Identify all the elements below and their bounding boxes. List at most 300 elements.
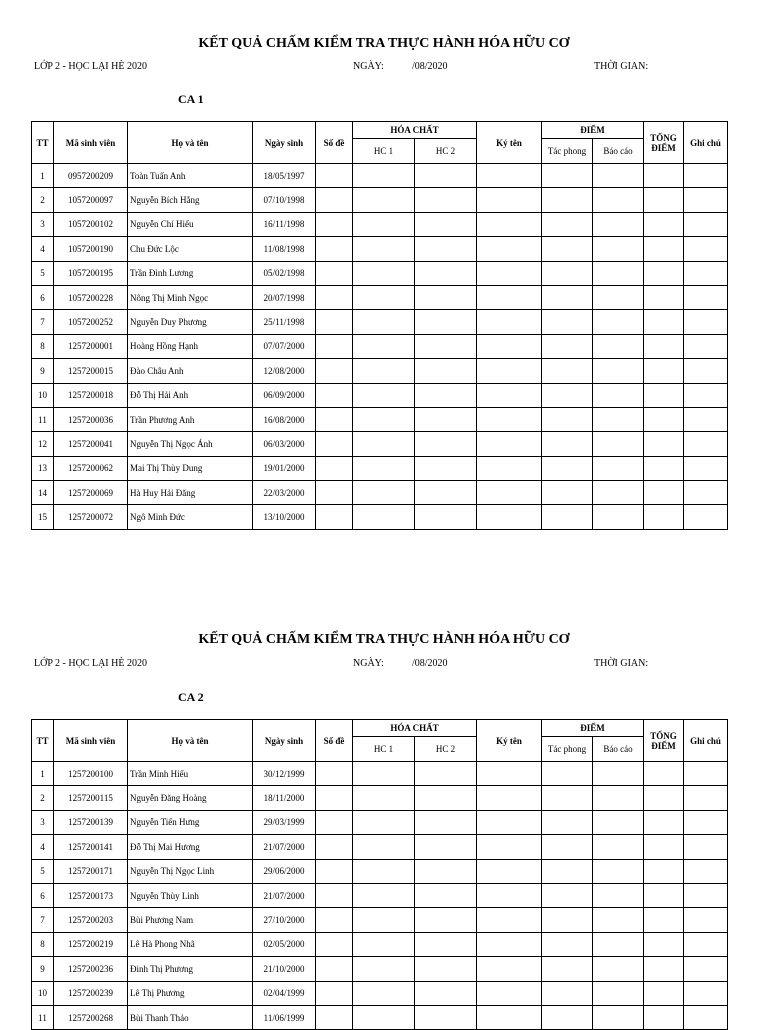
cell-exam-number[interactable] — [316, 1005, 353, 1029]
cell-report[interactable] — [593, 359, 644, 383]
cell-conduct[interactable] — [542, 883, 593, 907]
cell-signature[interactable] — [477, 212, 542, 236]
header-conduct: Tác phong — [542, 737, 593, 762]
cell-hc1[interactable] — [353, 261, 415, 285]
cell-hc2[interactable] — [415, 285, 477, 309]
cell-note[interactable] — [684, 261, 728, 285]
table-row — [32, 285, 728, 309]
cell-hc1[interactable] — [353, 810, 415, 834]
cell-signature[interactable] — [477, 261, 542, 285]
cell-note[interactable] — [684, 957, 728, 981]
cell-hc2[interactable] — [415, 932, 477, 956]
header-total — [644, 720, 684, 762]
cell-conduct[interactable] — [542, 957, 593, 981]
cell-hc1[interactable] — [353, 762, 415, 786]
cell-report[interactable] — [593, 188, 644, 212]
cell-hc2[interactable] — [415, 505, 477, 529]
cell-report[interactable] — [593, 432, 644, 456]
table-row — [32, 359, 728, 383]
cell-exam-number[interactable] — [316, 212, 353, 236]
cell-total[interactable] — [644, 505, 684, 529]
cell-report[interactable] — [593, 932, 644, 956]
cell-total[interactable] — [644, 908, 684, 932]
cell-total[interactable] — [644, 456, 684, 480]
cell-hc1[interactable] — [353, 188, 415, 212]
cell-report[interactable] — [593, 883, 644, 907]
cell-hc1[interactable] — [353, 908, 415, 932]
cell-hc2[interactable] — [415, 310, 477, 334]
cell-conduct[interactable] — [542, 456, 593, 480]
cell-exam-number[interactable] — [316, 908, 353, 932]
cell-total[interactable] — [644, 810, 684, 834]
header-total-line1: TỔNG — [650, 730, 677, 741]
cell-exam-number[interactable] — [316, 481, 353, 505]
cell-hc1[interactable] — [353, 407, 415, 431]
cell-note[interactable] — [684, 383, 728, 407]
cell-hc1[interactable] — [353, 383, 415, 407]
cell-report[interactable] — [593, 164, 644, 188]
cell-note[interactable] — [684, 835, 728, 859]
cell-exam-number[interactable] — [316, 285, 353, 309]
cell-hc1[interactable] — [353, 212, 415, 236]
cell-signature[interactable] — [477, 407, 542, 431]
cell-hc1[interactable] — [353, 883, 415, 907]
cell-total[interactable] — [644, 237, 684, 261]
cell-birth-date: 21/10/2000 — [253, 957, 316, 981]
cell-note[interactable] — [684, 981, 728, 1005]
cell-exam-number[interactable] — [316, 810, 353, 834]
date-label: NGÀY: — [353, 658, 384, 669]
cell-conduct[interactable] — [542, 859, 593, 883]
cell-report[interactable] — [593, 859, 644, 883]
cell-exam-number[interactable] — [316, 188, 353, 212]
cell-report[interactable] — [593, 786, 644, 810]
cell-hc1[interactable] — [353, 932, 415, 956]
cell-signature[interactable] — [477, 835, 542, 859]
cell-note[interactable] — [684, 432, 728, 456]
cell-student-id: 1257200236 — [54, 957, 128, 981]
cell-hc2[interactable] — [415, 883, 477, 907]
cell-exam-number[interactable] — [316, 407, 353, 431]
cell-signature[interactable] — [477, 859, 542, 883]
cell-conduct[interactable] — [542, 359, 593, 383]
cell-tt: 11 — [32, 407, 54, 431]
cell-report[interactable] — [593, 334, 644, 358]
cell-note[interactable] — [684, 334, 728, 358]
cell-full-name: Ngô Minh Đức — [128, 505, 253, 529]
cell-full-name: Nguyễn Bích Hằng — [128, 188, 253, 212]
cell-report[interactable] — [593, 1005, 644, 1029]
cell-hc1[interactable] — [353, 164, 415, 188]
cell-hc1[interactable] — [353, 432, 415, 456]
cell-exam-number[interactable] — [316, 456, 353, 480]
cell-note[interactable] — [684, 310, 728, 334]
cell-total[interactable] — [644, 261, 684, 285]
time-label: THỜI GIAN: — [594, 61, 649, 72]
cell-student-id: 1257200069 — [54, 481, 128, 505]
cell-exam-number[interactable] — [316, 932, 353, 956]
cell-hc1[interactable] — [353, 334, 415, 358]
cell-hc1[interactable] — [353, 285, 415, 309]
cell-report[interactable] — [593, 310, 644, 334]
cell-hc2[interactable] — [415, 957, 477, 981]
cell-student-id: 1257200072 — [54, 505, 128, 529]
header-score: ĐIỂM — [542, 122, 644, 139]
cell-conduct[interactable] — [542, 810, 593, 834]
cell-conduct[interactable] — [542, 237, 593, 261]
cell-hc2[interactable] — [415, 407, 477, 431]
cell-note[interactable] — [684, 883, 728, 907]
cell-exam-number[interactable] — [316, 835, 353, 859]
cell-exam-number[interactable] — [316, 359, 353, 383]
cell-student-id: 1057200228 — [54, 285, 128, 309]
header-chemicals: HÓA CHẤT — [353, 122, 477, 139]
cell-tt: 8 — [32, 334, 54, 358]
header-score: ĐIỂM — [542, 720, 644, 737]
cell-hc2[interactable] — [415, 334, 477, 358]
cell-note[interactable] — [684, 237, 728, 261]
cell-signature[interactable] — [477, 810, 542, 834]
cell-student-id: 1257200173 — [54, 883, 128, 907]
cell-student-id: 1257200062 — [54, 456, 128, 480]
cell-total[interactable] — [644, 407, 684, 431]
cell-note[interactable] — [684, 786, 728, 810]
cell-student-id: 1257200036 — [54, 407, 128, 431]
table-row — [32, 261, 728, 285]
table-row — [32, 981, 728, 1005]
cell-tt: 14 — [32, 481, 54, 505]
cell-report[interactable] — [593, 285, 644, 309]
cell-conduct[interactable] — [542, 432, 593, 456]
cell-exam-number[interactable] — [316, 432, 353, 456]
cell-report[interactable] — [593, 481, 644, 505]
cell-hc1[interactable] — [353, 957, 415, 981]
cell-conduct[interactable] — [542, 762, 593, 786]
cell-total[interactable] — [644, 432, 684, 456]
table-row — [32, 957, 728, 981]
cell-total[interactable] — [644, 383, 684, 407]
cell-report[interactable] — [593, 212, 644, 236]
cell-signature[interactable] — [477, 762, 542, 786]
cell-signature[interactable] — [477, 957, 542, 981]
cell-conduct[interactable] — [542, 481, 593, 505]
cell-hc2[interactable] — [415, 835, 477, 859]
cell-signature[interactable] — [477, 432, 542, 456]
cell-tt: 10 — [32, 981, 54, 1005]
cell-total[interactable] — [644, 359, 684, 383]
header-hc2: HC 2 — [415, 737, 477, 762]
cell-tt: 8 — [32, 932, 54, 956]
cell-conduct[interactable] — [542, 334, 593, 358]
cell-hc2[interactable] — [415, 212, 477, 236]
cell-hc1[interactable] — [353, 505, 415, 529]
cell-student-id: 1057200252 — [54, 310, 128, 334]
cell-total[interactable] — [644, 310, 684, 334]
cell-hc1[interactable] — [353, 481, 415, 505]
cell-total[interactable] — [644, 786, 684, 810]
cell-exam-number[interactable] — [316, 762, 353, 786]
cell-tt: 2 — [32, 786, 54, 810]
cell-student-id: 1057200097 — [54, 188, 128, 212]
table-row — [32, 407, 728, 431]
cell-birth-date: 29/03/1999 — [253, 810, 316, 834]
table-row — [32, 212, 728, 236]
cell-exam-number[interactable] — [316, 505, 353, 529]
cell-full-name: Bùi Phương Nam — [128, 908, 253, 932]
cell-full-name: Chu Đức Lộc — [128, 237, 253, 261]
cell-total[interactable] — [644, 285, 684, 309]
cell-total[interactable] — [644, 762, 684, 786]
cell-student-id: 1257200171 — [54, 859, 128, 883]
header-total-line2: ĐIỂM — [651, 142, 676, 153]
cell-hc2[interactable] — [415, 456, 477, 480]
cell-birth-date: 18/11/2000 — [253, 786, 316, 810]
header-chemicals: HÓA CHẤT — [353, 720, 477, 737]
cell-conduct[interactable] — [542, 908, 593, 932]
cell-conduct[interactable] — [542, 1005, 593, 1029]
cell-hc2[interactable] — [415, 786, 477, 810]
cell-birth-date: 27/10/2000 — [253, 908, 316, 932]
cell-exam-number[interactable] — [316, 883, 353, 907]
cell-birth-date: 12/08/2000 — [253, 359, 316, 383]
cell-note[interactable] — [684, 456, 728, 480]
cell-report[interactable] — [593, 762, 644, 786]
header-note: Ghi chú — [684, 720, 728, 762]
cell-hc2[interactable] — [415, 359, 477, 383]
cell-signature[interactable] — [477, 237, 542, 261]
cell-report[interactable] — [593, 237, 644, 261]
cell-hc2[interactable] — [415, 164, 477, 188]
cell-hc2[interactable] — [415, 432, 477, 456]
cell-birth-date: 16/11/1998 — [253, 212, 316, 236]
cell-tt: 9 — [32, 957, 54, 981]
cell-hc2[interactable] — [415, 261, 477, 285]
cell-note[interactable] — [684, 859, 728, 883]
cell-total[interactable] — [644, 212, 684, 236]
cell-full-name: Nguyễn Thị Ngọc Ánh — [128, 432, 253, 456]
cell-exam-number[interactable] — [316, 786, 353, 810]
cell-full-name: Hà Huy Hải Đăng — [128, 481, 253, 505]
cell-signature[interactable] — [477, 310, 542, 334]
cell-report[interactable] — [593, 908, 644, 932]
table-row — [32, 786, 728, 810]
cell-conduct[interactable] — [542, 932, 593, 956]
cell-total[interactable] — [644, 164, 684, 188]
cell-full-name: Bùi Thanh Thảo — [128, 1005, 253, 1029]
cell-note[interactable] — [684, 1005, 728, 1029]
cell-note[interactable] — [684, 810, 728, 834]
report-title: KẾT QUẢ CHẤM KIỂM TRA THỰC HÀNH HÓA HỮU CƠ — [198, 36, 570, 51]
table-row — [32, 188, 728, 212]
cell-hc1[interactable] — [353, 835, 415, 859]
cell-tt: 13 — [32, 456, 54, 480]
cell-report[interactable] — [593, 957, 644, 981]
cell-birth-date: 16/08/2000 — [253, 407, 316, 431]
cell-hc2[interactable] — [415, 481, 477, 505]
cell-signature[interactable] — [477, 932, 542, 956]
cell-exam-number[interactable] — [316, 334, 353, 358]
cell-conduct[interactable] — [542, 835, 593, 859]
cell-signature[interactable] — [477, 334, 542, 358]
cell-signature[interactable] — [477, 456, 542, 480]
cell-conduct[interactable] — [542, 261, 593, 285]
cell-total[interactable] — [644, 188, 684, 212]
cell-signature[interactable] — [477, 188, 542, 212]
cell-hc2[interactable] — [415, 981, 477, 1005]
cell-signature[interactable] — [477, 285, 542, 309]
cell-total[interactable] — [644, 1005, 684, 1029]
cell-total[interactable] — [644, 932, 684, 956]
header-full-name: Họ và tên — [128, 122, 253, 164]
cell-conduct[interactable] — [542, 407, 593, 431]
cell-full-name: Nguyễn Duy Phương — [128, 310, 253, 334]
cell-exam-number[interactable] — [316, 261, 353, 285]
cell-total[interactable] — [644, 883, 684, 907]
cell-hc1[interactable] — [353, 456, 415, 480]
cell-exam-number[interactable] — [316, 981, 353, 1005]
cell-signature[interactable] — [477, 481, 542, 505]
cell-student-id: 1257200239 — [54, 981, 128, 1005]
cell-note[interactable] — [684, 188, 728, 212]
cell-hc1[interactable] — [353, 786, 415, 810]
cell-signature[interactable] — [477, 981, 542, 1005]
cell-hc2[interactable] — [415, 188, 477, 212]
cell-student-id: 1057200190 — [54, 237, 128, 261]
cell-conduct[interactable] — [542, 383, 593, 407]
cell-report[interactable] — [593, 505, 644, 529]
cell-hc2[interactable] — [415, 810, 477, 834]
header-full-name: Họ và tên — [128, 720, 253, 762]
table-row — [32, 237, 728, 261]
cell-exam-number[interactable] — [316, 237, 353, 261]
cell-note[interactable] — [684, 908, 728, 932]
cell-report[interactable] — [593, 261, 644, 285]
cell-student-id: 1257200041 — [54, 432, 128, 456]
cell-note[interactable] — [684, 164, 728, 188]
cell-total[interactable] — [644, 859, 684, 883]
cell-birth-date: 06/03/2000 — [253, 432, 316, 456]
cell-conduct[interactable] — [542, 285, 593, 309]
cell-full-name: Đinh Thị Phương — [128, 957, 253, 981]
cell-exam-number[interactable] — [316, 859, 353, 883]
cell-birth-date: 07/07/2000 — [253, 334, 316, 358]
cell-hc1[interactable] — [353, 981, 415, 1005]
cell-total[interactable] — [644, 481, 684, 505]
cell-report[interactable] — [593, 383, 644, 407]
cell-note[interactable] — [684, 762, 728, 786]
cell-hc2[interactable] — [415, 383, 477, 407]
table-row — [32, 164, 728, 188]
cell-report[interactable] — [593, 407, 644, 431]
cell-hc1[interactable] — [353, 237, 415, 261]
cell-hc1[interactable] — [353, 1005, 415, 1029]
cell-total[interactable] — [644, 981, 684, 1005]
cell-tt: 2 — [32, 188, 54, 212]
cell-student-id: 1057200195 — [54, 261, 128, 285]
cell-note[interactable] — [684, 481, 728, 505]
cell-report[interactable] — [593, 456, 644, 480]
cell-signature[interactable] — [477, 359, 542, 383]
cell-birth-date: 02/04/1999 — [253, 981, 316, 1005]
cell-note[interactable] — [684, 285, 728, 309]
cell-conduct[interactable] — [542, 164, 593, 188]
cell-hc2[interactable] — [415, 237, 477, 261]
cell-exam-number[interactable] — [316, 957, 353, 981]
cell-birth-date: 25/11/1998 — [253, 310, 316, 334]
cell-full-name: Nguyễn Thị Ngọc Linh — [128, 859, 253, 883]
cell-total[interactable] — [644, 957, 684, 981]
cell-hc2[interactable] — [415, 762, 477, 786]
cell-hc1[interactable] — [353, 359, 415, 383]
cell-exam-number[interactable] — [316, 164, 353, 188]
cell-report[interactable] — [593, 810, 644, 834]
cell-report[interactable] — [593, 835, 644, 859]
cell-exam-number[interactable] — [316, 383, 353, 407]
cell-signature[interactable] — [477, 164, 542, 188]
cell-full-name: Toàn Tuấn Anh — [128, 164, 253, 188]
cell-student-id: 1257200139 — [54, 810, 128, 834]
cell-signature[interactable] — [477, 505, 542, 529]
cell-note[interactable] — [684, 932, 728, 956]
cell-note[interactable] — [684, 505, 728, 529]
table-row — [32, 334, 728, 358]
cell-hc2[interactable] — [415, 908, 477, 932]
table-row — [32, 810, 728, 834]
cell-signature[interactable] — [477, 883, 542, 907]
cell-note[interactable] — [684, 407, 728, 431]
cell-tt: 11 — [32, 1005, 54, 1029]
cell-note[interactable] — [684, 359, 728, 383]
cell-conduct[interactable] — [542, 786, 593, 810]
cell-signature[interactable] — [477, 908, 542, 932]
cell-conduct[interactable] — [542, 310, 593, 334]
cell-note[interactable] — [684, 212, 728, 236]
cell-hc2[interactable] — [415, 859, 477, 883]
header-hc1: HC 1 — [353, 139, 415, 164]
table-row — [32, 432, 728, 456]
cell-birth-date: 19/01/2000 — [253, 456, 316, 480]
cell-full-name: Trần Minh Hiếu — [128, 762, 253, 786]
cell-student-id: 1257200219 — [54, 932, 128, 956]
cell-exam-number[interactable] — [316, 310, 353, 334]
cell-student-id: 0957200209 — [54, 164, 128, 188]
cell-report[interactable] — [593, 981, 644, 1005]
cell-conduct[interactable] — [542, 981, 593, 1005]
cell-conduct[interactable] — [542, 505, 593, 529]
cell-tt: 12 — [32, 432, 54, 456]
cell-signature[interactable] — [477, 383, 542, 407]
cell-conduct[interactable] — [542, 212, 593, 236]
cell-signature[interactable] — [477, 1005, 542, 1029]
header-report: Báo cáo — [593, 139, 644, 164]
header-note: Ghi chú — [684, 122, 728, 164]
cell-hc1[interactable] — [353, 310, 415, 334]
cell-birth-date: 11/06/1999 — [253, 1005, 316, 1029]
header-total-line1: TỔNG — [650, 132, 677, 143]
cell-total[interactable] — [644, 334, 684, 358]
header-signature: Ký tên — [477, 122, 542, 164]
cell-hc1[interactable] — [353, 859, 415, 883]
table-row — [32, 932, 728, 956]
cell-conduct[interactable] — [542, 188, 593, 212]
table-row — [32, 505, 728, 529]
header-student-id: Mã sinh viên — [54, 122, 128, 164]
cell-tt: 3 — [32, 212, 54, 236]
cell-signature[interactable] — [477, 786, 542, 810]
cell-total[interactable] — [644, 835, 684, 859]
cell-hc2[interactable] — [415, 1005, 477, 1029]
cell-birth-date: 22/03/2000 — [253, 481, 316, 505]
